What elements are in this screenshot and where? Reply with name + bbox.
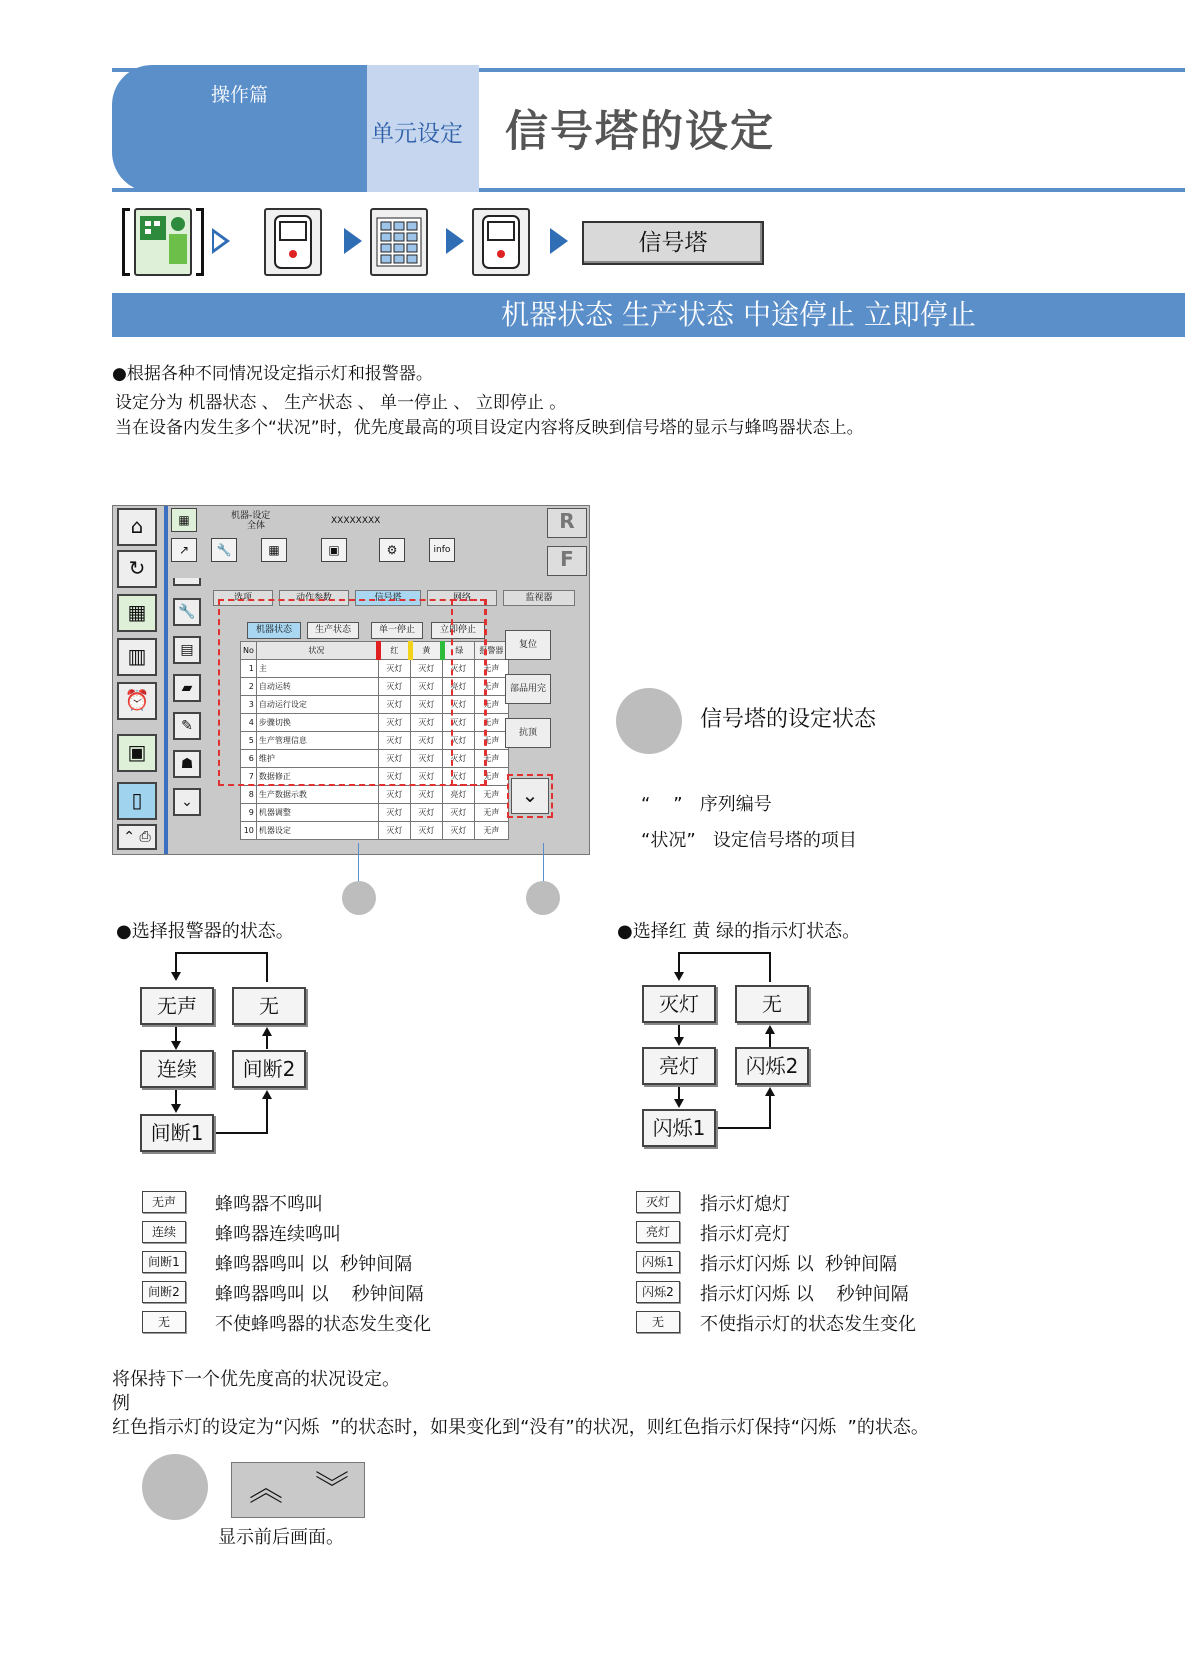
- buzzer-arrow-to-cont: [171, 1041, 181, 1050]
- table-cell: 自动运转: [256, 678, 378, 696]
- legend-text: 指示灯熄灯: [700, 1194, 790, 1215]
- legend-seq: “ ” 序列编号: [641, 794, 772, 815]
- table-cell: 5: [241, 732, 257, 750]
- lamp-flash2-box[interactable]: 闪烁2: [735, 1047, 809, 1085]
- machine-nav-icon[interactable]: ▦: [117, 594, 157, 632]
- machine-icon-svg: [136, 210, 190, 274]
- grid-small-icon[interactable]: ▦: [261, 538, 287, 562]
- bracket-right: [196, 208, 204, 276]
- buzzer-heading: ●选择报警器的状态。: [116, 921, 294, 942]
- legend-status: “状况” 设定信号塔的项目: [641, 830, 857, 851]
- buzzer-silent-box[interactable]: 无声: [140, 987, 214, 1025]
- buzzer-int1-box[interactable]: 间断1: [140, 1114, 214, 1152]
- jack-button[interactable]: 抗顶: [505, 718, 551, 748]
- buzzer-continuous-box[interactable]: 连续: [140, 1050, 214, 1088]
- table-cell: 4: [241, 714, 257, 732]
- table-cell: 维护: [256, 750, 378, 768]
- legend-text: 不使指示灯的状态发生变化: [700, 1314, 916, 1335]
- intro-line-3: 当在设备内发生多个“状况”时，优先度最高的项目设定内容将反映到信号塔的显示与蜂鸣器状态上。: [115, 418, 864, 438]
- arrow-outline-inner: [214, 233, 225, 249]
- table-cell: 自动运行设定: [256, 696, 378, 714]
- table-cell[interactable]: 无声: [474, 804, 508, 822]
- legend-tag: 间断1: [142, 1251, 186, 1273]
- header-mode: 操作篇: [210, 84, 268, 106]
- lamp-none-box[interactable]: 无: [735, 985, 809, 1023]
- table-row[interactable]: [241, 822, 509, 840]
- chart-icon[interactable]: ▥: [117, 638, 157, 676]
- header-unit: 单元设定: [371, 121, 463, 147]
- page-title: 信号塔的设定: [505, 107, 775, 157]
- table-cell[interactable]: 灭灯: [442, 750, 474, 768]
- lamp-off-box[interactable]: 灭灯: [642, 985, 716, 1023]
- legend-circle: [616, 688, 682, 754]
- table-cell: 机器调整: [256, 804, 378, 822]
- buzzer-line-int1-right: [216, 1132, 268, 1134]
- col-status: 状况: [256, 642, 378, 660]
- table-cell[interactable]: 无声: [474, 660, 508, 678]
- table-cell[interactable]: 无声: [474, 750, 508, 768]
- intro-line-1: ●根据各种不同情况设定指示灯和报警器。: [112, 364, 433, 384]
- legend-tag: 灭灯: [636, 1191, 680, 1213]
- nav-callout-circle: [142, 1454, 208, 1520]
- buzzer-none-box[interactable]: 无: [232, 987, 306, 1025]
- legend-title: 信号塔的设定状态: [700, 707, 877, 732]
- machine-small-icon[interactable]: ▦: [171, 508, 197, 532]
- page-up-button[interactable]: ︽: [249, 1469, 283, 1509]
- bracket-left: [122, 208, 130, 276]
- table-row[interactable]: [241, 804, 509, 822]
- legend-tag: 间断2: [142, 1281, 186, 1303]
- table-cell[interactable]: 无声: [474, 732, 508, 750]
- col-yellow: 黄: [410, 642, 442, 660]
- lamp-flash1-box[interactable]: 闪烁1: [642, 1109, 716, 1147]
- hmi-screen: [112, 505, 590, 855]
- legend-tag: 无: [142, 1311, 186, 1333]
- callout-line-1: [358, 843, 359, 883]
- col-no: No: [241, 642, 257, 660]
- info-icon[interactable]: info: [429, 538, 455, 562]
- status-selection-frame: [218, 599, 486, 786]
- table-cell[interactable]: 无声: [474, 714, 508, 732]
- callout-circle-2: [526, 881, 560, 915]
- nav-divider: [164, 506, 168, 854]
- legend-tag: 连续: [142, 1221, 186, 1243]
- subtab-machine-state[interactable]: 机器状态: [247, 622, 301, 639]
- lamp-on-box[interactable]: 亮灯: [642, 1047, 716, 1085]
- table-cell[interactable]: 灭灯: [442, 822, 474, 840]
- table-cell: 数据修正: [256, 768, 378, 786]
- note-line-1: 将保持下一个优先度高的状况设定。: [112, 1369, 400, 1390]
- lamp-arrow-to-flash2: [765, 1087, 775, 1096]
- table-cell: 主: [256, 660, 378, 678]
- table-cell[interactable]: 灭灯: [410, 678, 442, 696]
- buzzer-line-int2-none: [266, 1035, 268, 1049]
- lamp-line-flash2-none: [769, 1033, 771, 1047]
- buzzer-line-top: [175, 952, 267, 954]
- grid-icon[interactable]: [370, 208, 428, 276]
- tool-column: [171, 556, 205, 854]
- table-cell[interactable]: 无声: [474, 768, 508, 786]
- table-cell[interactable]: 灭灯: [442, 696, 474, 714]
- table-cell[interactable]: 灭灯: [410, 750, 442, 768]
- lamp-line-flash1-up: [769, 1095, 771, 1129]
- subtab-immediate-stop[interactable]: 立即停止: [431, 622, 485, 639]
- table-cell[interactable]: 灭灯: [378, 750, 410, 768]
- lamp-line-top-right: [769, 952, 771, 982]
- table-cell[interactable]: 灭灯: [410, 714, 442, 732]
- table-cell: 1: [241, 660, 257, 678]
- tab-options[interactable]: 选项: [213, 590, 273, 606]
- signal-tower-button[interactable]: 信号塔: [582, 221, 764, 265]
- buzzer-line-top-right: [266, 952, 268, 982]
- table-cell[interactable]: 灭灯: [410, 804, 442, 822]
- page-down-button[interactable]: ⌄: [511, 778, 549, 814]
- tab-monitor[interactable]: 监视器: [503, 590, 575, 606]
- cycle-icon[interactable]: ↻: [117, 550, 157, 588]
- legend-text: 蜂鸣器鸣叫 以 秒钟间隔: [215, 1254, 413, 1275]
- callout-line-2: [543, 843, 544, 883]
- table-cell: 7: [241, 768, 257, 786]
- legend-text: 指示灯闪烁 以 秒钟间隔: [700, 1284, 909, 1305]
- note-line-3: 红色指示灯的设定为“闪烁 ”的状态时，如果变化到“没有”的状况，则红色指示灯保持“闪烁 ”的状态。: [112, 1417, 929, 1438]
- board-icon[interactable]: ▣: [117, 734, 157, 772]
- table-cell: 2: [241, 678, 257, 696]
- table-cell[interactable]: 灭灯: [410, 732, 442, 750]
- lamp-line-flash1-right: [718, 1127, 771, 1129]
- table-cell[interactable]: 亮灯: [442, 678, 474, 696]
- unit-icon[interactable]: [264, 208, 322, 276]
- table-cell[interactable]: 灭灯: [378, 732, 410, 750]
- tab-network[interactable]: 网络: [427, 590, 497, 606]
- callout-circle-1: [342, 881, 376, 915]
- table-cell[interactable]: 灭灯: [442, 768, 474, 786]
- table-cell[interactable]: 灭灯: [410, 786, 442, 804]
- unit-icon-2[interactable]: [472, 208, 530, 276]
- legend-text: 蜂鸣器连续鸣叫: [215, 1224, 341, 1245]
- lamp-arrow-to-on: [674, 1037, 684, 1046]
- table-cell[interactable]: 灭灯: [378, 660, 410, 678]
- legend-text: 不使蜂鸣器的状态发生变化: [215, 1314, 431, 1335]
- unit-icon-2-svg: [474, 210, 528, 274]
- table-cell[interactable]: 灭灯: [378, 696, 410, 714]
- unit-nav-icon[interactable]: ▯: [117, 782, 157, 820]
- buzzer-line-int1-up: [266, 1098, 268, 1134]
- scroll-up-print-icon[interactable]: ⌃ ⎙: [117, 824, 157, 850]
- machine-icon[interactable]: [134, 208, 192, 276]
- arrow-3: [550, 228, 568, 254]
- legend-tag: 亮灯: [636, 1221, 680, 1243]
- section-title: 机器状态 生产状态 中途停止 立即停止: [112, 293, 1185, 337]
- col-green: 绿: [442, 642, 474, 660]
- intro-line-2: 设定分为 机器状态 、 生产状态 、 单一停止 、 立即停止 。: [115, 393, 567, 413]
- page-down-frame: [507, 774, 553, 818]
- feeder-tool-icon[interactable]: ▤: [173, 636, 201, 664]
- buzzer-line-top-left: [175, 952, 177, 974]
- table-cell[interactable]: 灭灯: [378, 678, 410, 696]
- f-button[interactable]: F: [547, 546, 587, 576]
- table-cell: 9: [241, 804, 257, 822]
- screen-header-line1: 机器-设定: [231, 511, 271, 521]
- table-cell[interactable]: 无声: [474, 696, 508, 714]
- tab-params[interactable]: 动作参数: [279, 590, 349, 606]
- screen-top-panel: [171, 508, 581, 578]
- table-cell: 10: [241, 822, 257, 840]
- legend-tag: 闪烁2: [636, 1281, 680, 1303]
- table-cell[interactable]: 灭灯: [378, 822, 410, 840]
- home-icon[interactable]: ⌂: [117, 508, 157, 546]
- table-cell: 3: [241, 696, 257, 714]
- buzzer-arrow-to-silent: [171, 972, 181, 981]
- table-row[interactable]: [241, 786, 509, 804]
- table-cell[interactable]: 灭灯: [410, 660, 442, 678]
- legend-text: 蜂鸣器不鸣叫: [215, 1194, 323, 1215]
- table-cell[interactable]: 灭灯: [442, 714, 474, 732]
- arrow-2: [446, 228, 464, 254]
- monitor-small-icon[interactable]: ▣: [321, 538, 347, 562]
- table-cell[interactable]: 灭灯: [378, 714, 410, 732]
- wrench-small-icon[interactable]: 🔧: [211, 538, 237, 562]
- buzzer-int2-box[interactable]: 间断2: [232, 1050, 306, 1088]
- plate-tool-icon[interactable]: ▰: [173, 674, 201, 702]
- alarm-selection-frame: [451, 599, 487, 786]
- col-alarm: 报警器: [474, 642, 508, 660]
- alarm-clock-icon[interactable]: ⏰: [117, 682, 157, 720]
- table-cell[interactable]: 灭灯: [410, 768, 442, 786]
- unit-icon-svg: [266, 210, 320, 274]
- table-cell: 6: [241, 750, 257, 768]
- nav-caption: 显示前后画面。: [218, 1527, 344, 1548]
- grid-icon-svg: [372, 210, 426, 274]
- tab-signal-tower[interactable]: 信号塔: [355, 590, 421, 606]
- table-cell: 生产数据示教: [256, 786, 378, 804]
- buzzer-arrow-to-int1: [171, 1104, 181, 1113]
- lamp-heading: ●选择红 黄 绿的指示灯状态。: [617, 921, 861, 942]
- arrow-1: [344, 228, 362, 254]
- gear-small-icon[interactable]: ⚙: [379, 538, 405, 562]
- left-nav: [113, 506, 161, 854]
- subtab-single-stop[interactable]: 单一停止: [371, 622, 423, 639]
- parts-empty-button[interactable]: 部品用完: [505, 674, 551, 704]
- lamp-arrow-to-off: [674, 972, 684, 981]
- lamp-arrow-to-flash1: [674, 1099, 684, 1108]
- table-cell[interactable]: 灭灯: [442, 660, 474, 678]
- machine-id: XXXXXXXX: [331, 516, 381, 526]
- lamp-line-top: [678, 952, 770, 954]
- col-red: 红: [378, 642, 410, 660]
- table-cell[interactable]: 无声: [474, 822, 508, 840]
- page-down-nav-button[interactable]: ︾: [315, 1469, 349, 1509]
- table-cell[interactable]: 灭灯: [442, 732, 474, 750]
- table-cell: 生产管理信息: [256, 732, 378, 750]
- legend-tag: 闪烁1: [636, 1251, 680, 1273]
- pen-tool-icon[interactable]: ✎: [173, 712, 201, 740]
- table-cell[interactable]: 灭灯: [378, 804, 410, 822]
- buzzer-arrow-to-int2: [262, 1090, 272, 1099]
- person-tool-icon[interactable]: ☗: [173, 750, 201, 778]
- table-cell[interactable]: 灭灯: [378, 768, 410, 786]
- table-cell[interactable]: 灭灯: [442, 804, 474, 822]
- lamp-line-top-left: [678, 952, 680, 974]
- legend-text: 指示灯闪烁 以 秒钟间隔: [700, 1254, 898, 1275]
- reset-button[interactable]: 复位: [505, 630, 551, 660]
- note-line-2: 例: [112, 1393, 130, 1414]
- subtab-production-state[interactable]: 生产状态: [307, 622, 359, 639]
- table-cell: 步骤切换: [256, 714, 378, 732]
- table-cell: 8: [241, 786, 257, 804]
- scroll-down-tool-icon[interactable]: ⌄: [173, 788, 201, 816]
- legend-text: 指示灯亮灯: [700, 1224, 790, 1245]
- r-button[interactable]: R: [547, 508, 587, 538]
- legend-text: 蜂鸣器鸣叫 以 秒钟间隔: [215, 1284, 424, 1305]
- table-cell[interactable]: 无声: [474, 786, 508, 804]
- wrench-tool-icon[interactable]: 🔧: [173, 598, 201, 626]
- legend-tag: 无声: [142, 1191, 186, 1213]
- legend-tag: 无: [636, 1311, 680, 1333]
- table-cell[interactable]: 灭灯: [410, 822, 442, 840]
- header-unit-block: [367, 65, 479, 192]
- page-nav-buttons: [231, 1462, 365, 1518]
- table-cell[interactable]: 无声: [474, 678, 508, 696]
- table-cell[interactable]: 灭灯: [410, 696, 442, 714]
- table-cell[interactable]: 亮灯: [442, 786, 474, 804]
- table-cell: 机器设定: [256, 822, 378, 840]
- table-cell[interactable]: 灭灯: [378, 786, 410, 804]
- graph-icon[interactable]: ↗: [171, 538, 197, 562]
- screen-header-line2: 全体: [247, 521, 266, 531]
